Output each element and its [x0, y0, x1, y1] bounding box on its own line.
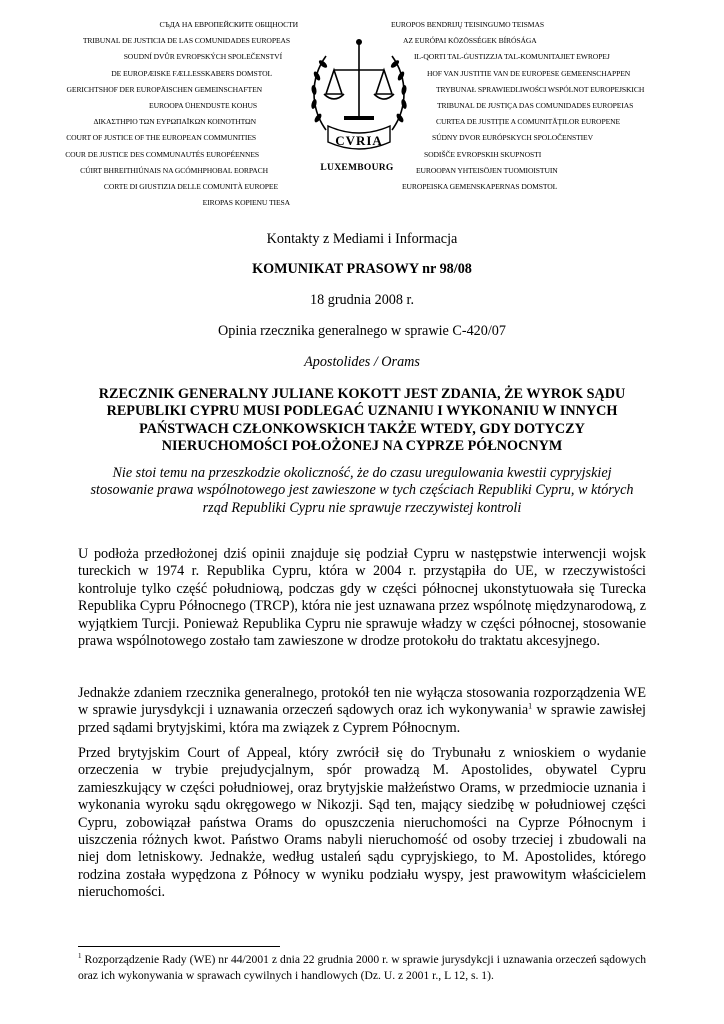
court-name: EUROOPAN YHTEISÖJEN TUOMIOISTUIN: [416, 165, 558, 175]
court-name: COUR DE JUSTICE DES COMMUNAUTÉS EUROPÉENNES: [65, 149, 259, 159]
court-name: CÚIRT BHREITHIÚNAIS NA GCÓMHPHOBAL EORPACH: [80, 165, 268, 175]
court-name: ΔΙΚΑΣΤΗΡΙΟ ΤΩΝ ΕΥΡΩΠΑΪΚΩΝ ΚΟΙΝΟΤΗΤΩΝ: [93, 117, 256, 127]
court-name: SÚDNY DVOR EURÓPSKYCH SPOLOČENSTIEV: [432, 133, 593, 143]
office-name: Kontakty z Mediami i Informacja: [266, 231, 458, 247]
logo-city: LUXEMBOURG: [320, 163, 394, 173]
court-names-left: [4, 17, 304, 211]
footnote-ref[interactable]: 1: [528, 701, 533, 711]
court-name: SODIŠČE EVROPSKIH SKUPNOSTI: [424, 149, 542, 159]
court-name: SOUDNÍ DVŮR EVROPSKÝCH SPOLEČENSTVÍ: [123, 52, 282, 62]
opinion-title: Opinia rzecznika generalnego w sprawie C-420/07: [218, 323, 506, 339]
court-name: СЪДА НА ЕВРОПЕЙСКИТЕ ОБЩНОСТИ: [159, 20, 298, 29]
paragraph-2-text-end: w sprawie zawisłej przed sądami brytyjskimi, która ma związek z Cyprem Północnym.: [78, 702, 646, 736]
paragraph-1: U podłoża przedłożonej dziś opinii znajduje się podział Cypru w następstwie interwencji wojsk tureckich w 1974 r. Republika Cypru, która w 2004 r. przystąpiła do UE, w rzeczywistości kontroluje tylko część południową, podczas gdy w części północnej ukonstytuowała się Turecka Republika Cypru Północnego (TRCP), która nie jest uznawana przez wspólnotę międzynarodową, z wyjątkiem Turcji. Ponieważ Republika Cypru nie sprawuje władzy w części północnej, stosowanie prawa wspólnotowego zostało tam zawieszone w drodze protokołu do traktatu akcesyjnego.: [78, 546, 646, 650]
press-release-number: KOMUNIKAT PRASOWY nr 98/08: [252, 261, 472, 277]
paragraph-2-text: Jednakże zdaniem rzecznika generalnego, protokół ten nie wyłącza stosowania rozporządzenia WE w sprawie jurysdykcji i uznawania orzeczeń sądowych oraz ich wykonywania: [78, 685, 646, 719]
court-name: AZ EURÓPAI KÖZÖSSÉGEK BÍRÓSÁGA: [403, 36, 537, 46]
court-name: EUROOPA ÜHENDUSTE KOHUS: [149, 101, 257, 111]
case-parties: Apostolides / Orams: [304, 354, 420, 370]
court-names-right: [389, 17, 719, 195]
court-name: IL-QORTI TAL-ĠUSTIZZJA TAL-KOMUNITAJIET EWROPEJ: [414, 52, 610, 62]
footnote-divider: [78, 946, 280, 947]
footnote: [78, 952, 646, 983]
court-name: DE EUROPÆISKE FÆLLESSKABERS DOMSTOL: [111, 68, 272, 78]
paragraph-2: [78, 685, 646, 737]
court-name: CURTEA DE JUSTIŢIE A COMUNITĂŢILOR EUROPENE: [436, 117, 621, 127]
headline: RZECZNIK GENERALNY JULIANE KOKOTT JEST ZDANIA, ŻE WYROK SĄDU REPUBLIKI CYPRU MUSI PODLEGAĆ UZNANIU I WYKONANIU W INNYCH PAŃSTWACH CZŁONKOWSKICH TAKŻE WTEDY, GDY DOTYCZY NIERUCHOMOŚCI POŁOŻONEJ NA CYPRZE PÓŁNOCNYM: [98, 386, 626, 455]
subheadline: Nie stoi temu na przeszkodzie okoliczność, że do czasu uregulowania kwestii cypryjskiej stosowanie prawa wspólnotowego jest zawieszone w tych częściach Republiki Cypru, w których rząd Republiki Cypru nie sprawuje rzeczywistej kontroli: [90, 465, 634, 516]
court-name: GERICHTSHOF DER EUROPÄISCHEN GEMEINSCHAFTEN: [66, 84, 262, 94]
court-name: EUROPEISKA GEMENSKAPERNAS DOMSTOL: [402, 182, 558, 192]
logo-text: CVRIA: [335, 133, 383, 148]
footnote-number: 1: [78, 952, 82, 961]
letterhead: [0, 0, 724, 208]
release-date: 18 grudnia 2008 r.: [309, 292, 415, 308]
court-name: TRIBUNAL DE JUSTICIA DE LAS COMUNIDADES EUROPEAS: [82, 36, 290, 46]
court-name: EIROPAS KOPIENU TIESA: [202, 198, 290, 208]
court-name: TRYBUNAŁ SPRAWIEDLIWOŚCI WSPÓLNOT EUROPEJSKICH: [436, 84, 645, 94]
paragraph-3: Przed brytyjskim Court of Appeal, który zwrócił się do Trybunału z wnioskiem o wydanie orzeczenia w trybie prejudycjalnym, spór prowadzą M. Apostolides, obywatel Cypru zamieszkujący w części południowej, oraz brytyjskie małżeństwo Orams, w przedmiocie uznania i wykonania wyroku sądu okręgowego w Nikozji. Sąd ten, mający siedzibę w południowej części Cypru, zobowiązał państwa Orams do opuszczenia nieruchomości na Cyprze Północnym i uiszczenia różnych kwot. Państwo Orams nabyli nieruchomość od osoby trzeciej i zbudowali na niej dom letniskowy. Jednakże, według ustaleń sądu cypryjskiego, to M. Apostolides, którego rodzina została wypędzona z Północy w wyniku podziału wyspy, jest prawowitym właścicielem nieruchomości.: [78, 745, 646, 901]
court-name: COURT OF JUSTICE OF THE EUROPEAN COMMUNITIES: [66, 133, 256, 143]
court-name: TRIBUNAL DE JUSTIÇA DAS COMUNIDADES EUROPEIAS: [437, 101, 634, 111]
court-name: HOF VAN JUSTITIE VAN DE EUROPESE GEMEENSCHAPPEN: [427, 68, 631, 78]
court-name: EUROPOS BENDRIJŲ TEISINGUMO TEISMAS: [391, 20, 544, 29]
footnote-text: Rozporządzenie Rady (WE) nr 44/2001 z dnia 22 grudnia 2000 r. w sprawie jurysdykcji i uznawania orzeczeń sądowych oraz ich wykonywania w sprawach cywilnych i handlowych (Dz. U. z 2001 r., L 12, s. 1).: [78, 953, 646, 982]
court-name: CORTE DI GIUSTIZIA DELLE COMUNITÀ EUROPEE: [103, 182, 278, 192]
